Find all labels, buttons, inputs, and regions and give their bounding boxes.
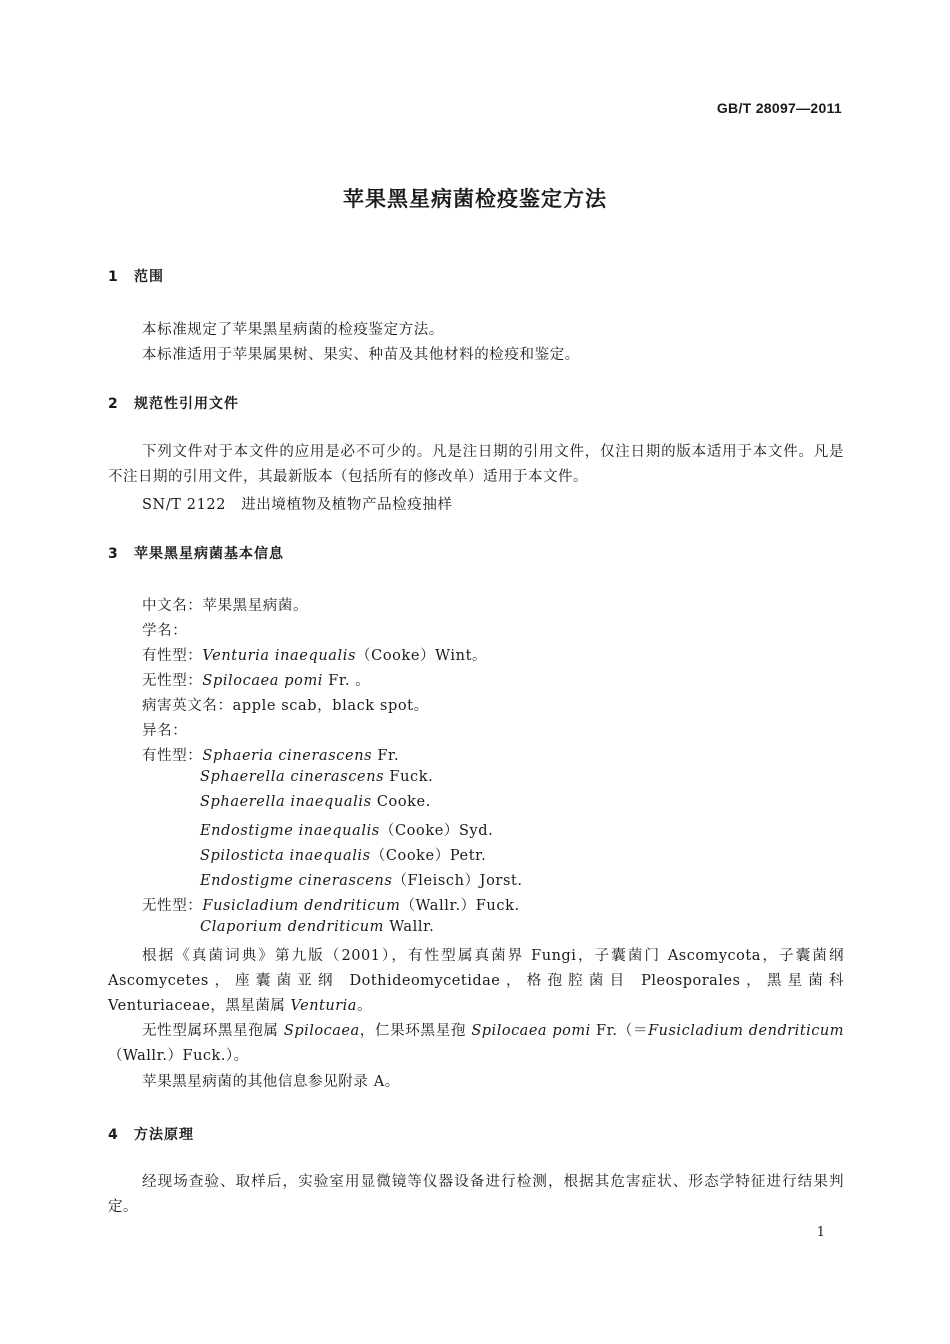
section-number: 3 [108,546,119,562]
authority: Fr. [372,748,400,764]
synonym-line [200,919,434,935]
authority: （Cooke）Petr. [370,848,487,864]
synonym-line [200,819,493,840]
section-1-paragraph-2: 本标准适用于苹果属果树、果实、种苗及其他材料的检疫和鉴定。 [142,347,580,363]
section-title: 苹果黑星病菌基本信息 [134,546,284,562]
label: 无性型： [142,673,203,689]
asexual-form-line [142,669,370,690]
authority: Fuck. [384,769,434,785]
synonym-line [200,869,523,890]
section-number: 1 [108,269,119,285]
text: Fr.（＝ [590,1023,649,1039]
text: ，仁果环黑星孢 [359,1023,472,1039]
text: （Wallr.）Fuck.）。 [108,1048,249,1064]
species-name: Sphaerella cinerascens [200,769,385,785]
section-number: 4 [108,1127,119,1143]
taxonomy-text: 根据《真菌词典》第九版（2001），有性型属真菌界 Fungi，子囊菌门 Ascomycota，子囊菌纲 Ascomycetes，座囊菌亚纲 Dothideomycetidae，格孢腔菌目 Pleosporales，黑星菌科 Venturiaceae，黑星菌属 [108,948,844,1014]
section-title: 范围 [134,269,164,285]
label: 有性型： [142,648,203,664]
document-title: 苹果黑星病菌检疫鉴定方法 [343,187,607,211]
chinese-name: 中文名：苹果黑星病菌。 [142,598,309,614]
genus-name: Venturia [290,998,357,1014]
section-1-paragraph-1: 本标准规定了苹果黑星病菌的检疫鉴定方法。 [142,322,444,338]
genus-name: Spilocaea [283,1023,360,1039]
synonyms-label: 异名： [142,723,188,739]
section-4-heading [108,1124,194,1144]
species-name: Endostigme cinerascens [200,873,393,889]
section-2-heading [108,393,239,413]
normative-reference: SN/T 2122 进出境植物及植物产品检疫抽样 [142,497,453,513]
species-name: Claporium dendriticum [200,919,384,935]
authority: Fr. 。 [323,673,371,689]
section-title: 规范性引用文件 [134,396,239,412]
authority: Wallr. [383,919,435,935]
species-name: Fusicladium dendriticum [202,898,401,914]
appendix-note: 苹果黑星病菌的其他信息参见附录 A。 [142,1074,400,1090]
english-name: 病害英文名：apple scab，black spot。 [142,698,429,714]
scientific-name-label: 学名： [142,623,188,639]
section-number: 2 [108,396,119,412]
authority: （Cooke）Syd. [379,823,494,839]
species-name: Fusicladium dendriticum [648,1023,844,1039]
species-name: Endostigme inaequalis [200,823,380,839]
asexual-genus-paragraph [108,1019,844,1069]
species-name: Spilosticta inaequalis [200,848,371,864]
authority: （Cooke）Wint。 [356,648,488,664]
species-name: Spilocaea pomi [471,1023,591,1039]
standard-code: GB/T 28097—2011 [716,100,842,116]
label: 无性型： [142,898,203,914]
section-title: 方法原理 [134,1127,194,1143]
section-4-paragraph: 经现场查验、取样后，实验室用显微镜等仪器设备进行检测，根据其危害症状、形态学特征进行结果判定。 [108,1174,844,1215]
authority: （Fleisch）Jorst. [392,873,523,889]
species-name: Sphaeria cinerascens [202,748,373,764]
section-1-heading [108,266,164,286]
species-name: Sphaerella inaequalis [200,794,372,810]
synonym-sexual-line [142,744,399,765]
sexual-form-line [142,644,487,665]
page-number: 1 [816,1225,825,1240]
section-2-paragraph: 下列文件对于本文件的应用是必不可少的。凡是注日期的引用文件，仅注日期的版本适用于本文件。凡是不注日期的引用文件，其最新版本（包括所有的修改单）适用于本文件。 [108,444,844,485]
authority: Cooke. [371,794,431,810]
taxonomy-paragraph [108,944,844,1019]
synonym-line [200,844,486,865]
section-3-heading [108,543,284,563]
species-name: Venturia inaequalis [202,648,357,664]
text: 无性型属环黑星孢属 [142,1023,284,1039]
punct: 。 [356,998,372,1014]
synonym-line [200,769,433,785]
authority: （Wallr.）Fuck. [400,898,520,914]
species-name: Spilocaea pomi [202,673,324,689]
synonym-asexual-line [142,894,520,915]
synonym-line [200,794,431,810]
label: 有性型： [142,748,203,764]
